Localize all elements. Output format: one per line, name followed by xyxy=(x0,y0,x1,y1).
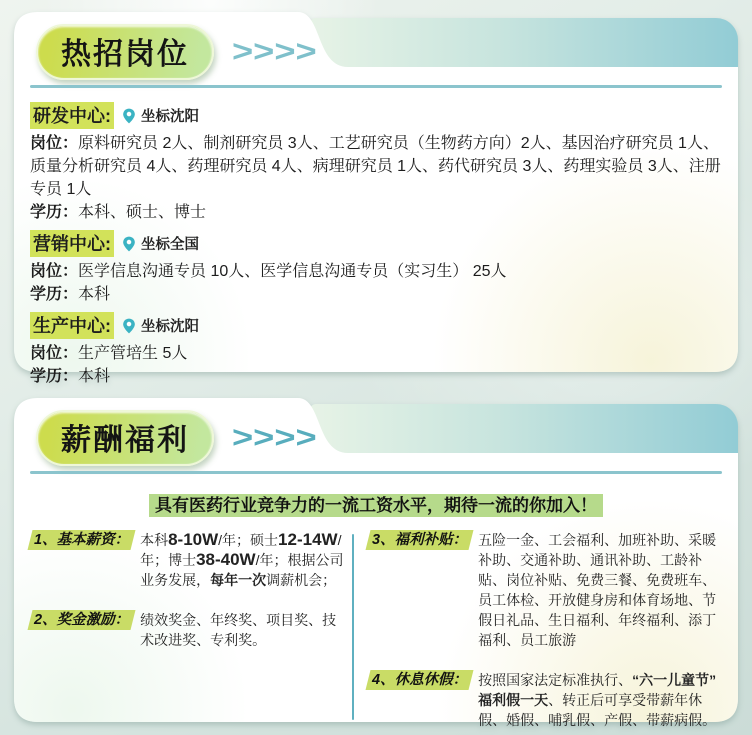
bold-segment: 每年一次 xyxy=(210,572,267,588)
bold-segment: “六一儿童节” 福利假一天 xyxy=(478,672,717,708)
card-header-band xyxy=(310,18,738,68)
slogan-line xyxy=(30,491,722,516)
benefit-item-text xyxy=(140,530,346,590)
benefit-item-bonus xyxy=(30,610,346,650)
education-text: 本科 xyxy=(78,368,111,385)
benefit-item-label: 1、基本薪资： xyxy=(30,530,133,550)
center-block-production xyxy=(30,312,722,388)
center-location: 坐标沈阳 xyxy=(141,319,199,335)
text-segment: /年；硕士 xyxy=(218,532,279,548)
education-line xyxy=(30,283,722,306)
location-pin-icon xyxy=(122,236,136,252)
text-segment: /年；根据公司业务发展， xyxy=(140,552,344,588)
salary-figure: 12-14W xyxy=(278,530,338,549)
center-location: 坐标全国 xyxy=(141,237,199,253)
jobs-label: 岗位： xyxy=(30,135,79,152)
education-label: 学历： xyxy=(30,204,79,221)
chevrons-icon: >>>> xyxy=(232,34,317,69)
left-column xyxy=(30,530,346,735)
jobs-label: 岗位： xyxy=(30,263,79,280)
center-head xyxy=(30,312,722,339)
text-segment: 本科 xyxy=(140,532,169,548)
education-text: 本科、硕士、博士 xyxy=(78,204,207,221)
education-label: 学历： xyxy=(30,286,79,303)
text-segment: 、转正后可享受带薪年休假、婚假、哺乳假、产假、带薪病假。 xyxy=(478,692,717,728)
salary-benefits-content xyxy=(30,482,722,735)
center-name: 营销中心: xyxy=(30,230,114,257)
education-text: 本科 xyxy=(78,286,111,303)
jobs-line xyxy=(30,342,722,365)
header-divider xyxy=(30,471,722,474)
card-header-band xyxy=(310,404,738,454)
text-segment: /年；博士 xyxy=(140,532,342,568)
benefit-item-leave xyxy=(368,670,722,730)
right-column xyxy=(368,530,722,735)
location-pin-icon xyxy=(122,318,136,334)
center-name: 生产中心: xyxy=(30,312,114,339)
jobs-label: 岗位： xyxy=(30,345,79,362)
card-header xyxy=(36,24,317,80)
center-name: 研发中心: xyxy=(30,102,114,129)
jobs-text: 医学信息沟通专员 10人、医学信息沟通专员（实习生） 25人 xyxy=(78,263,507,280)
education-line xyxy=(30,365,722,388)
benefit-item-subsidies xyxy=(368,530,722,650)
text-segment: 按照国家法定标准执行、 xyxy=(478,672,633,688)
benefit-columns xyxy=(30,530,722,735)
center-block-rd xyxy=(30,102,722,224)
center-head xyxy=(30,230,722,257)
benefit-item-base-salary xyxy=(30,530,346,590)
benefit-item-text: 五险一金、工会福利、加班补助、采暖补助、交通补助、通讯补助、工龄补贴、岗位补贴、免费三餐、免费班车、员工体检、开放健身房和体育场地、节假日礼品、生日福利、年终福利、添丁福利、员工旅游 xyxy=(478,532,717,648)
salary-figure: 8-10W xyxy=(168,530,219,549)
location-pin-icon xyxy=(122,108,136,124)
section-title-badge: 薪酬福利 xyxy=(36,410,214,466)
education-label: 学历： xyxy=(30,368,79,385)
benefit-item-text: 绩效奖金、年终奖、项目奖、技术改进奖、专利奖。 xyxy=(140,612,337,648)
education-line xyxy=(30,201,722,224)
salary-benefits-card xyxy=(14,398,738,728)
center-block-marketing xyxy=(30,230,722,306)
benefit-item-label: 4、休息休假： xyxy=(368,670,471,690)
card-header xyxy=(36,410,317,466)
jobs-text: 原料研究员 2人、制剂研究员 3人、工艺研究员（生物药方向）2人、基因治疗研究员 1人、质量分析研究员 4人、药理研究员 4人、病理研究员 1人、药代研究员 3人、药理实验员 3人、注册专员 1人 xyxy=(30,135,721,198)
hot-jobs-card xyxy=(14,12,738,385)
header-divider xyxy=(30,85,722,88)
hot-jobs-content xyxy=(30,96,722,388)
text-segment: 调薪机会； xyxy=(266,572,337,588)
section-title-badge: 热招岗位 xyxy=(36,24,214,80)
jobs-line xyxy=(30,132,722,201)
center-location: 坐标沈阳 xyxy=(141,109,199,125)
jobs-line xyxy=(30,260,722,283)
benefit-item-text xyxy=(478,670,722,730)
chevrons-icon: >>>> xyxy=(232,420,317,455)
salary-figure: 38-40W xyxy=(196,550,256,569)
column-divider xyxy=(352,534,354,720)
jobs-text: 生产管培生 5人 xyxy=(78,345,188,362)
benefit-item-label: 2、奖金激励： xyxy=(30,610,133,630)
benefit-item-label: 3、福利补贴： xyxy=(368,530,471,550)
center-head xyxy=(30,102,722,129)
slogan-text: 具有医药行业竞争力的一流工资水平，期待一流的你加入！ xyxy=(149,494,603,517)
